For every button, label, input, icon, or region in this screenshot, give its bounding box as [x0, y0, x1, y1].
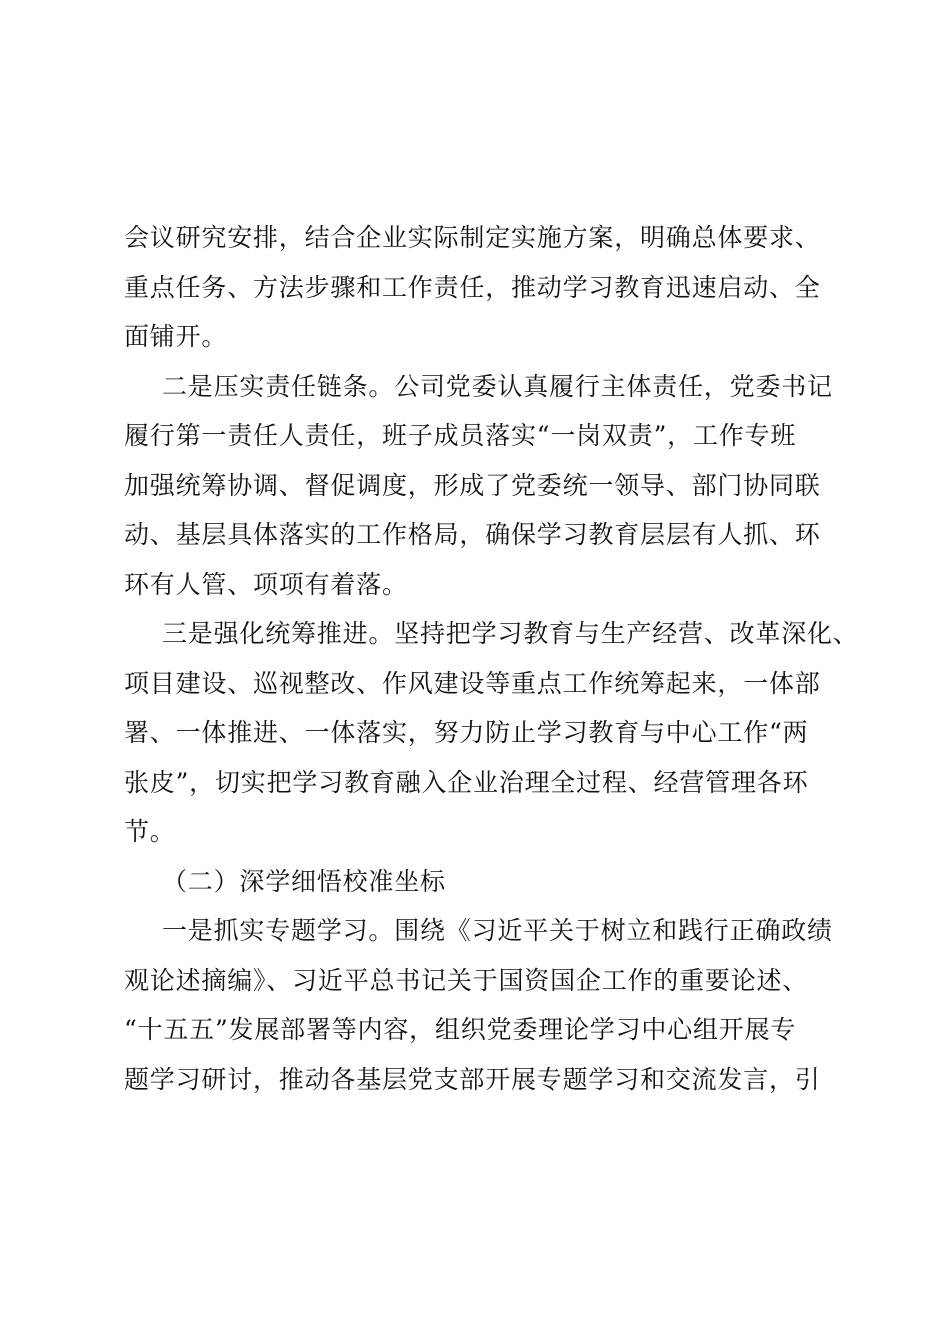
paragraph-line: 会议研究安排，结合企业实际制定实施方案，明确总体要求、 [124, 223, 821, 252]
paragraph-line: 环有人管、项项有着落。 [124, 569, 408, 599]
paragraph-line: 履行第一责任人责任，班子成员落实“一岗双责”，工作专班 [124, 421, 797, 450]
paragraph-line: 署、一体推进、一体落实，努力防止学习教育与中心工作“两 [124, 718, 809, 747]
paragraph-line: 面铺开。 [124, 322, 228, 351]
paragraph-line: 动、基层具体落实的工作格局，确保学习教育层层有人抓、环 [124, 520, 821, 549]
paragraph-line: 题学习研讨，推动各基层党支部开展专题学习和交流发言，引 [124, 1064, 821, 1094]
paragraph-line: 观论述摘编》、习近平总书记关于国资国企工作的重要论述、 [124, 965, 809, 995]
paragraph-line: “十五五”发展部署等内容，组织党委理论学习中心组开展专 [124, 1015, 797, 1044]
paragraph-line: 张皮”，切实把学习教育融入企业治理全过程、经营管理各环 [124, 767, 809, 797]
document-body [124, 213, 859, 1104]
paragraph-line: 加强统筹协调、督促调度，形成了党委统一领导、部门协同联 [124, 470, 821, 500]
paragraph-line: 重点任务、方法步骤和工作责任，推动学习教育迅速启动、全 [124, 272, 821, 302]
paragraph-line: 二是压实责任链条。公司党委认真履行主体责任，党委书记 [162, 371, 833, 401]
section-heading: （二）深学细悟校准坐标 [162, 866, 446, 896]
paragraph-line: 三是强化统筹推进。坚持把学习教育与生产经营、改革深化、 [162, 619, 859, 648]
paragraph-line: 节。 [124, 817, 176, 846]
paragraph-line: 一是抓实专题学习。围绕《习近平关于树立和践行正确政绩 [162, 916, 833, 945]
paragraph-line: 项目建设、巡视整改、作风建设等重点工作统筹起来，一体部 [124, 668, 821, 698]
